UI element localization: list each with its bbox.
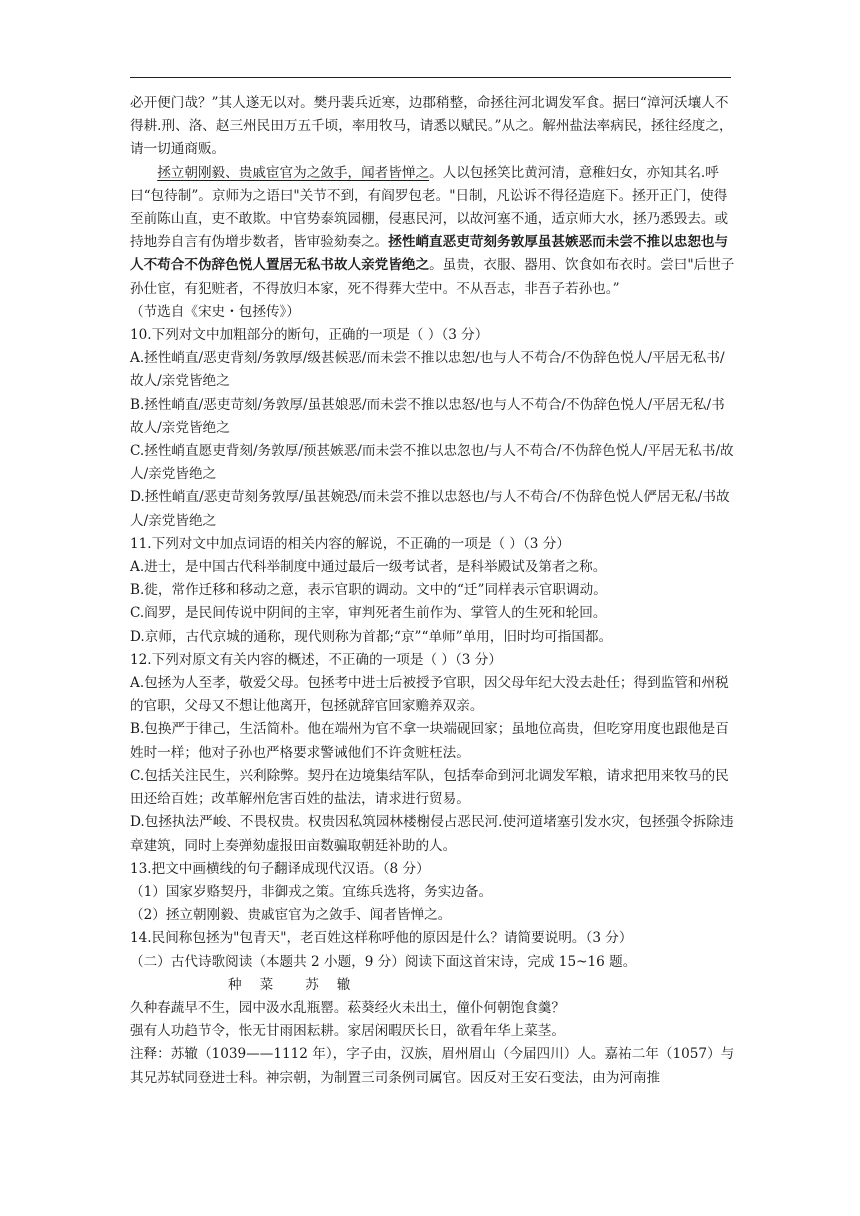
poem-title: 种菜 bbox=[228, 976, 292, 993]
passage-text: 。人以包拯笑比黄河清，意稚妇女，亦知其名.呼曰“包待制”。京师为之语曰"关节不到，有阎罗包老。"日制，凡讼诉不得径造庭下。拯开正门，使得至前陈山直，吏不敢欺。中官势泰筑园棚，侵惠民河，以故河塞不通，适京师大水，拯乃悉毁去。或持地券自言有伪增步数者，皆审验劾奏之。 bbox=[130, 164, 729, 251]
poetry-section-heading: （二）古代诗歌阅读（本题共 2 小题，9 分）阅读下面这首宋诗，完成 15~16 题。 bbox=[130, 953, 637, 970]
poem-line: 久种春蔬早不生，园中汲水乱瓶罂。菘葵经火未出土，僮仆何朝饱食羹？ bbox=[130, 999, 565, 1016]
option-10-b: B.拯性峭直/恶吏苛刻/务敦厚/虽甚娘恶/而未尝不推以忠怒/也与人不苟合/不伪辞色悦人/平居无私/书故人/亲党皆绝之 bbox=[130, 396, 725, 436]
header-rule bbox=[130, 77, 731, 78]
poem-note: 注释：苏辙（1039——1112 年），字子由，汉族，眉州眉山（今届四川）人。嘉祐二年（1057）与其兄苏轼同登进士科。神宗朝，为制置三司条例司属官。因反对王安石变法，由为河南推 bbox=[130, 1046, 735, 1086]
option-10-c: C.拯性峭直愿吏背刻/务敦厚/预甚嫉恶/而未尝不推以忠忽也/与人不苟合/不伪辞色悦人/平居无私书/故人/亲党皆绝之 bbox=[130, 443, 734, 483]
document-body bbox=[130, 92, 735, 1090]
question-10: 10.下列对文中加粗部分的断句，正确的一项是（ ）（3 分） bbox=[130, 327, 489, 344]
passage-paragraph bbox=[130, 162, 735, 301]
poem-line: 强有人功趋节令，怅无甘雨困耘耕。家居闲暇厌长日，欲看年华上菜茎。 bbox=[130, 1023, 565, 1040]
question-11: 11.下列对文中加点词语的相关内容的解说，不正确的一项是（ ）（3 分） bbox=[130, 535, 570, 552]
option-12-b: B.包换严于律己，生活简朴。他在端州为官不拿一块端砚回家；虽地位高贵，但吃穿用度也跟他是百姓时一样；他对子孙也严格要求警诫他们不许贪赃枉法。 bbox=[130, 721, 729, 761]
question-13-item-1: （1）国家岁赂契丹，非御戎之策。宜练兵选将，务实边备。 bbox=[130, 883, 493, 900]
option-10-a: A.拯性峭直/恶吏背刻/务敦厚/级甚候恶/而未尝不推以忠恕/也与人不苟合/不伪辞色悦人/平居无私书/故人/亲党皆绝之 bbox=[130, 350, 725, 390]
underlined-sentence: 拯立朝刚毅、贵戚宦官为之敛手，闻者皆惮之 bbox=[157, 164, 430, 181]
option-12-d: D.包拯执法严峻、不畏权贵。权贵因私筑园林楼榭侵占恶民河.使河道堵塞引发水灾，包拯强令拆除违章建筑，同时上奏弹劾虚报田亩数骗取朝廷补助的人。 bbox=[130, 814, 734, 854]
passage-text: 。虽贵，衣服、器用、饮食如布衣时。尝曰"后世子孙仕宦，有犯赃者，不得放归本家，死不得葬大茔中。不从吾志，非吾子若孙也。” bbox=[130, 257, 735, 297]
question-14: 14.民间称包拯为"包青天"，老百姓这样称呼他的原因是什么？请简要说明。（3 分） bbox=[130, 930, 633, 947]
option-11-b: B.徙，常作迁移和移动之意，表示官职的调动。文中的“迁”同样表示官职调动。 bbox=[130, 582, 607, 599]
question-13-item-2: （2）拯立朝刚毅、贵戚宦官为之敛手、闻者皆惮之。 bbox=[130, 907, 452, 924]
bold-passage: 拯性峭直恶吏苛刻务敦厚虽甚嫉恶而未尝不推以忠恕也与人不苟合不伪辞色悦人置居无私书故人亲党皆绝之 bbox=[130, 234, 729, 274]
poem-title-line bbox=[130, 974, 735, 997]
passage-paragraph: 必开便门哉？”其人遂无以对。樊丹裴兵近寒，边郡稍整，命拯往河北调发军食。据曰“漳河沃壤人不得耕.刑、洛、赵三州民田万五千顷，率用牧马，请悉以赋民。”从之。解州盐法率病民，拯往经度之，请一切通商贩。 bbox=[130, 95, 733, 158]
option-12-a: A.包拯为人至孝，敬爱父母。包拯考中进士后被授予官职，因父母年纪大没去赴任；得到监管和州税的官职，父母又不想让他离开，包拯就辞官回家赡养双亲。 bbox=[130, 675, 729, 715]
poem-author: 苏辙 bbox=[305, 976, 369, 993]
option-10-d: D.拯性峭直/恶吏苛刻务敦厚/虽甚婉恐/而未尝不推以忠怒也/与人不苟合/不伪辞色悦人俨居无私/书故人/亲党皆绝之 bbox=[130, 489, 730, 529]
option-11-d: D.京师，古代京城的通称，现代则称为首都;“京”“单师”单用，旧时均可指国都。 bbox=[130, 628, 613, 645]
option-11-a: A.进士，是中国古代科举制度中通过最后一级考试者，是科举殿试及第者之称。 bbox=[130, 559, 607, 576]
question-13: 13.把文中画横线的句子翻译成现代汉语。（8 分） bbox=[130, 860, 430, 877]
option-11-c: C.阎罗，是民间传说中阴间的主宰，审判死者生前作为、掌管人的生死和轮回。 bbox=[130, 605, 607, 622]
question-12: 12.下列对原文有关内容的概述，不正确的一项是（ ）（3 分） bbox=[130, 651, 502, 668]
passage-source: （节选自《宋史・包拯传》） bbox=[130, 303, 300, 320]
option-12-c: C.包括关注民生，兴利除弊。契丹在边境集结军队，包括奉命到河北调发军粮，请求把用来牧马的民田还给百姓；改革解州危害百姓的盐法，请求进行贸易。 bbox=[130, 767, 729, 808]
